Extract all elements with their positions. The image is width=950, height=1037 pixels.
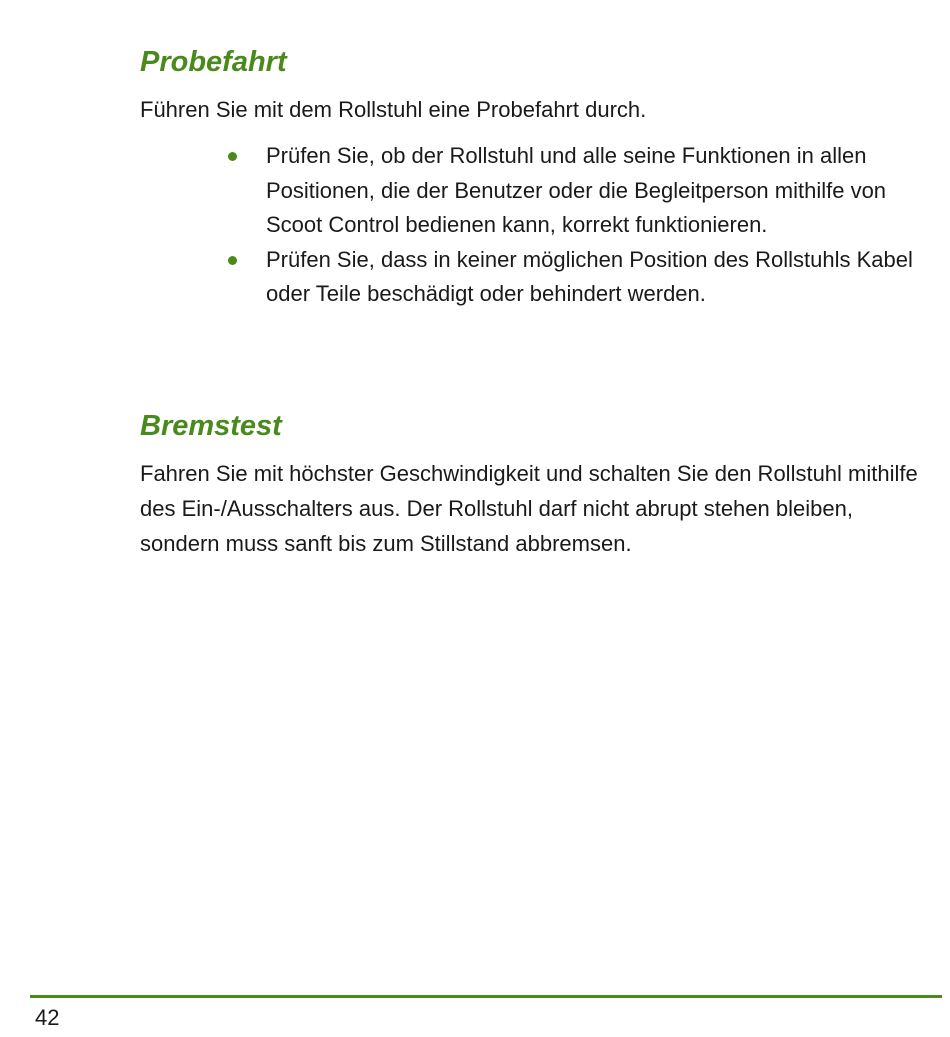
list-item-text: Prüfen Sie, dass in keiner möglichen Position des Rollstuhls Kabel oder Teile beschädigt oder behindert werden. [266, 246, 913, 306]
bullet-icon [228, 256, 237, 265]
bullet-icon [228, 152, 237, 161]
section-heading-bremstest: Bremstest [140, 410, 282, 442]
list-item [224, 139, 924, 243]
list-item-text: Prüfen Sie, ob der Rollstuhl und alle seine Funktionen in allen Positionen, die der Benutzer oder die Begleitperson mithilfe von Scoot Control bedienen kann, korrekt funktionieren. [266, 143, 887, 237]
probefahrt-checklist [224, 139, 924, 312]
page-number: 42 [35, 1005, 60, 1030]
probefahrt-intro: Führen Sie mit dem Rollstuhl eine Probefahrt durch. [140, 97, 647, 122]
list-item [224, 243, 924, 312]
bremstest-body: Fahren Sie mit höchster Geschwindigkeit und schalten Sie den Rollstuhl mithilfe des Ein-/Ausschalters aus. Der Rollstuhl darf nicht abrupt stehen bleiben, sondern muss sanft bis zum Stillstand abbremsen. [140, 461, 918, 556]
footer-divider [30, 995, 942, 998]
section-heading-probefahrt: Probefahrt [140, 46, 287, 78]
